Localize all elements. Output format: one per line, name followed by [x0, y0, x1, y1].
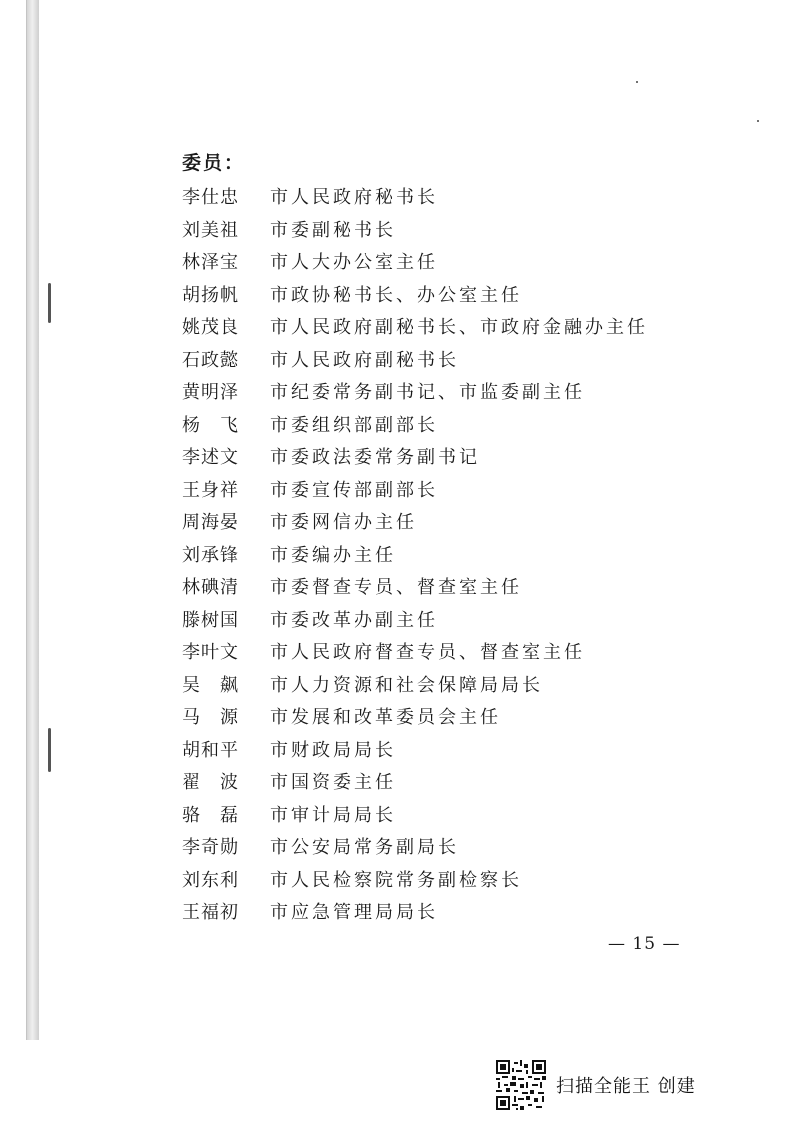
- member-title: 市委改革办副主任: [270, 609, 438, 631]
- member-row: [182, 830, 648, 863]
- member-row: [182, 733, 648, 766]
- member-row: [182, 343, 648, 376]
- member-title: 市人力资源和社会保障局局长: [270, 674, 543, 696]
- member-title: 市国资委主任: [270, 772, 396, 794]
- member-title: 市委宣传部副部长: [270, 479, 438, 501]
- member-name: 林碘清: [182, 577, 239, 599]
- member-title: 市委编办主任: [270, 544, 396, 566]
- member-name: 王身祥: [182, 479, 239, 501]
- member-row: [182, 700, 648, 733]
- member-name: 刘承锋: [182, 544, 239, 566]
- member-title: 市委政法委常务副书记: [270, 447, 480, 469]
- member-name: 翟 波: [182, 772, 239, 794]
- member-row: [182, 213, 648, 246]
- member-name: 林泽宝: [182, 252, 239, 274]
- member-row: [182, 375, 648, 408]
- member-title: 市人大办公室主任: [270, 252, 438, 274]
- qr-code-icon: [496, 1060, 546, 1110]
- member-title: 市公安局常务副局长: [270, 837, 459, 859]
- section-heading: 委员：: [182, 152, 246, 174]
- member-title: 市政协秘书长、办公室主任: [270, 284, 522, 306]
- member-row: [182, 895, 648, 928]
- member-row: [182, 310, 648, 343]
- member-name: 周海晏: [182, 512, 239, 534]
- member-row: [182, 408, 648, 441]
- member-name: 黄明泽: [182, 382, 239, 404]
- scan-mark: [48, 728, 51, 772]
- member-name: 滕树国: [182, 609, 239, 631]
- member-name: 胡扬帆: [182, 284, 239, 306]
- scanner-watermark: [496, 1060, 696, 1110]
- member-title: 市委督查专员、督查室主任: [270, 577, 522, 599]
- member-name: 吴 飙: [182, 674, 239, 696]
- member-title: 市委副秘书长: [270, 219, 396, 241]
- member-name: 胡和平: [182, 739, 239, 761]
- member-row: [182, 668, 648, 701]
- scan-speck: [757, 120, 759, 122]
- scan-mark: [48, 283, 51, 323]
- member-title: 市人民政府副秘书长: [270, 349, 459, 371]
- member-row: [182, 538, 648, 571]
- creator-label: 扫描全能王 创建: [556, 1076, 696, 1097]
- member-row: [182, 180, 648, 213]
- member-name: 石政懿: [182, 349, 239, 371]
- member-title: 市人民检察院常务副检察长: [270, 869, 522, 891]
- member-name: 姚茂良: [182, 317, 239, 339]
- member-title: 市人民政府副秘书长、市政府金融办主任: [270, 317, 648, 339]
- binding-edge: [26, 0, 39, 1040]
- member-name: 李仕忠: [182, 187, 239, 209]
- member-title: 市人民政府秘书长: [270, 187, 438, 209]
- member-title: 市委组织部副部长: [270, 414, 438, 436]
- member-row: [182, 765, 648, 798]
- member-name: 王福初: [182, 902, 239, 924]
- scan-speck: [636, 81, 638, 83]
- member-row: [182, 570, 648, 603]
- member-row: [182, 245, 648, 278]
- member-row: [182, 440, 648, 473]
- member-row: [182, 798, 648, 831]
- member-name: 骆 磊: [182, 804, 239, 826]
- member-row: [182, 278, 648, 311]
- page-number: — 15 —: [608, 934, 681, 954]
- member-row: [182, 505, 648, 538]
- member-name: 马 源: [182, 707, 239, 729]
- member-title: 市纪委常务副书记、市监委副主任: [270, 382, 585, 404]
- member-title: 市审计局局长: [270, 804, 396, 826]
- member-title: 市人民政府督查专员、督查室主任: [270, 642, 585, 664]
- member-title: 市发展和改革委员会主任: [270, 707, 501, 729]
- member-name: 杨 飞: [182, 414, 239, 436]
- member-name: 刘东利: [182, 869, 239, 891]
- member-row: [182, 863, 648, 896]
- member-title: 市应急管理局局长: [270, 902, 438, 924]
- member-name: 李奇勋: [182, 837, 239, 859]
- member-row: [182, 635, 648, 668]
- member-name: 刘美祖: [182, 219, 239, 241]
- member-row: [182, 603, 648, 636]
- member-list: [182, 180, 648, 928]
- member-title: 市财政局局长: [270, 739, 396, 761]
- member-name: 李叶文: [182, 642, 239, 664]
- member-name: 李述文: [182, 447, 239, 469]
- member-row: [182, 473, 648, 506]
- member-title: 市委网信办主任: [270, 512, 417, 534]
